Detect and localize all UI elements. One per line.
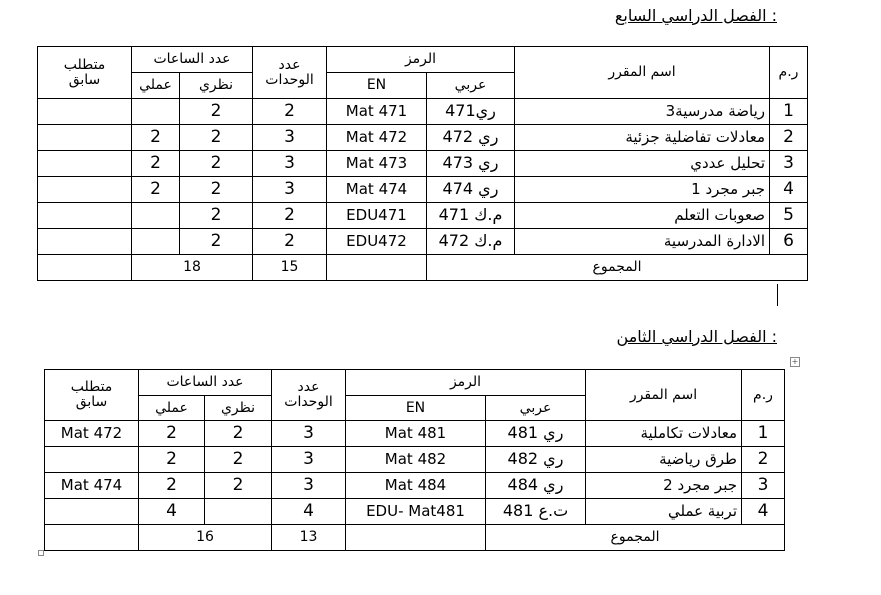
semester8-table <box>44 369 785 551</box>
theory-hours: 2 <box>180 151 253 177</box>
units: 4 <box>272 499 346 525</box>
practical-hours: 2 <box>132 151 180 177</box>
row-num: 4 <box>742 499 785 525</box>
theory-hours: 2 <box>180 125 253 151</box>
semester7-title: الفصل الدراسي السابع : <box>614 6 777 25</box>
code-en: Mat 481 <box>346 421 486 447</box>
header-code-ar: عربي <box>427 73 515 99</box>
table-move-handle-icon[interactable]: + <box>791 357 799 366</box>
row-num: 3 <box>742 473 785 499</box>
prerequisite <box>45 447 139 473</box>
table-row <box>38 99 808 125</box>
code-ar: ري 482 <box>486 447 586 473</box>
header-code-ar: عربي <box>486 396 586 421</box>
course-name: رياضة مدرسية3 <box>515 99 770 125</box>
total-label: المجموع <box>427 255 808 281</box>
header-prereq-line: سابق <box>68 71 101 88</box>
row-num: 1 <box>770 99 808 125</box>
code-ar: م.ك 471 <box>427 203 515 229</box>
course-name: معادلات تكاملية <box>586 421 742 447</box>
code-ar: ري 474 <box>427 177 515 203</box>
practical-hours <box>132 99 180 125</box>
code-en: Mat 484 <box>346 473 486 499</box>
code-en: EDU- Mat481 <box>346 499 486 525</box>
theory-hours: 2 <box>180 99 253 125</box>
row-num: 6 <box>770 229 808 255</box>
code-en: Mat 482 <box>346 447 486 473</box>
units: 2 <box>253 99 327 125</box>
theory-hours: 2 <box>180 203 253 229</box>
row-num: 1 <box>742 421 785 447</box>
code-ar: ري471 <box>427 99 515 125</box>
units: 2 <box>253 203 327 229</box>
text-cursor-mark <box>777 284 778 306</box>
header-prereq-line: متطلب <box>63 56 106 73</box>
code-ar: ري 481 <box>486 421 586 447</box>
units: 3 <box>253 151 327 177</box>
header-row <box>45 370 785 396</box>
code-ar: ري 484 <box>486 473 586 499</box>
header-hours: عدد الساعات <box>139 370 272 396</box>
prerequisite <box>38 151 132 177</box>
semester7-table <box>37 46 808 281</box>
table-resize-handle-icon[interactable] <box>38 550 44 556</box>
header-units-line: الوحدات <box>265 71 314 88</box>
header-code: الرمز <box>346 370 586 396</box>
units: 3 <box>272 447 346 473</box>
prerequisite <box>45 499 139 525</box>
header-practical: عملي <box>139 396 205 421</box>
practical-hours: 2 <box>139 447 205 473</box>
header-course-name: اسم المقرر <box>515 47 770 99</box>
header-prereq-line: سابق <box>75 394 108 410</box>
total-prereq-empty <box>38 255 132 281</box>
prerequisite <box>38 177 132 203</box>
code-en: Mat 473 <box>327 151 427 177</box>
practical-hours <box>132 203 180 229</box>
header-units <box>272 370 346 421</box>
code-en: Mat 472 <box>327 125 427 151</box>
table-row <box>38 177 808 203</box>
total-row <box>45 525 785 551</box>
row-num: 5 <box>770 203 808 229</box>
row-num: 3 <box>770 151 808 177</box>
table-row <box>45 473 785 499</box>
row-num: 2 <box>742 447 785 473</box>
theory-hours: 2 <box>180 229 253 255</box>
header-theory: نظري <box>180 73 253 99</box>
header-code-en: EN <box>327 73 427 99</box>
code-ar: م.ك 472 <box>427 229 515 255</box>
total-hours: 18 <box>132 255 253 281</box>
prerequisite <box>38 203 132 229</box>
header-units <box>253 47 327 99</box>
course-name: تحليل عددي <box>515 151 770 177</box>
code-en: Mat 471 <box>327 99 427 125</box>
practical-hours: 2 <box>139 421 205 447</box>
table-row <box>45 447 785 473</box>
total-hours: 16 <box>139 525 272 551</box>
header-num: ر.م <box>742 370 785 421</box>
table-row <box>38 151 808 177</box>
units: 3 <box>253 125 327 151</box>
semester8-title: الفصل الدراسي الثامن : <box>616 327 777 346</box>
row-num: 4 <box>770 177 808 203</box>
code-en: EDU471 <box>327 203 427 229</box>
theory-hours: 2 <box>205 421 272 447</box>
prerequisite <box>38 229 132 255</box>
practical-hours: 2 <box>132 177 180 203</box>
code-en: Mat 474 <box>327 177 427 203</box>
total-units: 13 <box>272 525 346 551</box>
header-code: الرمز <box>327 47 515 73</box>
practical-hours: 4 <box>139 499 205 525</box>
course-name: تربية عملي <box>586 499 742 525</box>
course-name: الادارة المدرسية <box>515 229 770 255</box>
code-ar: ري 472 <box>427 125 515 151</box>
course-name: طرق رياضية <box>586 447 742 473</box>
course-name: جبر مجرد 2 <box>586 473 742 499</box>
table-row <box>45 421 785 447</box>
course-name: صعوبات التعلم <box>515 203 770 229</box>
header-num: ر.م <box>770 47 808 99</box>
total-empty <box>346 525 486 551</box>
code-en: EDU472 <box>327 229 427 255</box>
practical-hours <box>132 229 180 255</box>
table-row <box>38 203 808 229</box>
course-name: جبر مجرد 1 <box>515 177 770 203</box>
course-name: معادلات تفاضلية جزئية <box>515 125 770 151</box>
prerequisite: Mat 474 <box>45 473 139 499</box>
code-ar: ري 473 <box>427 151 515 177</box>
theory-hours: 2 <box>180 177 253 203</box>
header-units-line: الوحدات <box>284 394 333 410</box>
theory-hours: 2 <box>205 447 272 473</box>
prerequisite <box>38 125 132 151</box>
theory-hours: 2 <box>205 473 272 499</box>
header-prereq <box>38 47 132 99</box>
units: 3 <box>272 473 346 499</box>
header-practical: عملي <box>132 73 180 99</box>
units: 2 <box>253 229 327 255</box>
code-ar: ت.ع 481 <box>486 499 586 525</box>
header-units-line: عدد <box>297 379 320 396</box>
total-units: 15 <box>253 255 327 281</box>
prerequisite: Mat 472 <box>45 421 139 447</box>
header-code-en: EN <box>346 396 486 421</box>
total-prereq-empty <box>45 525 139 551</box>
theory-hours <box>205 499 272 525</box>
total-label: المجموع <box>486 525 785 551</box>
practical-hours: 2 <box>139 473 205 499</box>
row-num: 2 <box>770 125 808 151</box>
total-row <box>38 255 808 281</box>
header-hours: عدد الساعات <box>132 47 253 73</box>
header-prereq-line: متطلب <box>70 379 113 396</box>
header-course-name: اسم المقرر <box>586 370 742 421</box>
header-row <box>38 47 808 73</box>
table-row <box>45 499 785 525</box>
practical-hours: 2 <box>132 125 180 151</box>
units: 3 <box>272 421 346 447</box>
prerequisite <box>38 99 132 125</box>
header-theory: نظري <box>205 396 272 421</box>
table-row <box>38 229 808 255</box>
header-units-line: عدد <box>278 56 301 73</box>
header-prereq <box>45 370 139 421</box>
total-empty <box>327 255 427 281</box>
table-row <box>38 125 808 151</box>
units: 3 <box>253 177 327 203</box>
